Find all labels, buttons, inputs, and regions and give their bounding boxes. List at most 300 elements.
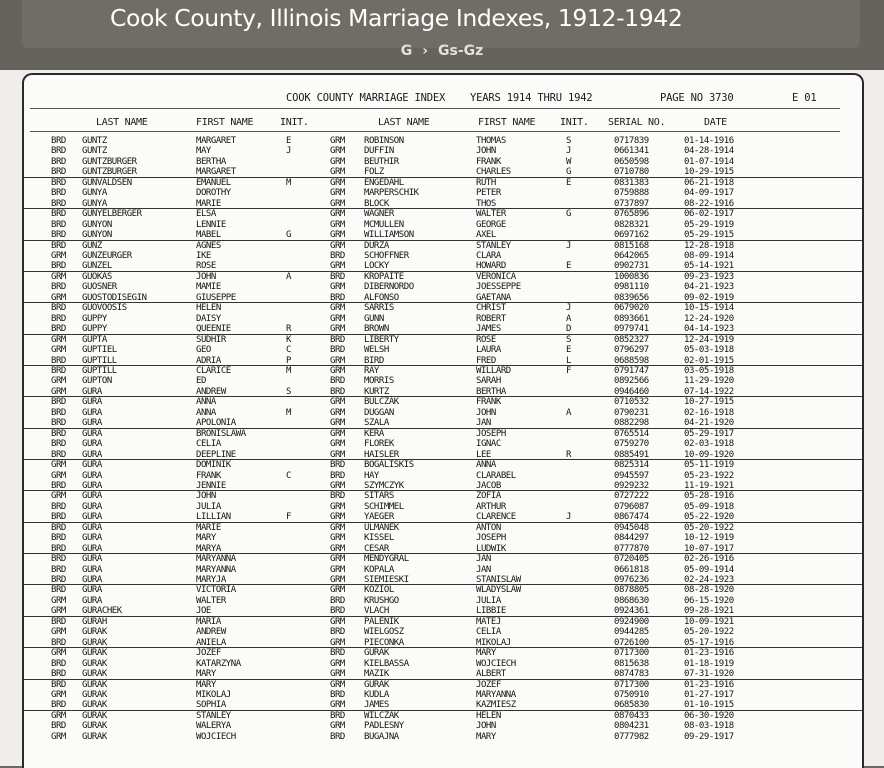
index-row (24, 282, 862, 292)
index-row (24, 596, 862, 606)
cell-serial-no: 0946460 (614, 386, 649, 397)
cell-first-name-1: ROSE (196, 261, 216, 272)
cell-role-2: GRM (330, 282, 345, 293)
index-row (24, 241, 862, 251)
cell-role-2: GRM (330, 658, 345, 669)
cell-role-1: BRD (51, 407, 66, 418)
cell-first-name-2: SARAH (476, 376, 501, 387)
index-row (24, 565, 862, 575)
cell-first-name-2: LEE (476, 449, 491, 460)
cell-serial-no: 0945048 (614, 522, 649, 533)
cell-first-name-2: ZOFIA (476, 491, 501, 502)
cell-last-name-2: HAY (364, 470, 379, 481)
cell-init-1: E (286, 136, 291, 146)
index-row (24, 439, 862, 449)
cell-init-2: R (566, 449, 571, 460)
cell-last-name-2: KROPAITE (364, 271, 404, 282)
cell-last-name-2: ENGEDAHL (364, 177, 404, 188)
index-row (24, 251, 862, 261)
cell-role-2: GRM (330, 575, 345, 586)
cell-date: 05-09-1918 (684, 501, 734, 512)
cell-role-1: BRD (51, 501, 66, 512)
cell-serial-no: 0717839 (614, 136, 649, 146)
cell-role-2: GRM (330, 365, 345, 376)
cell-role-1: GRM (51, 690, 66, 701)
cell-role-2: GRM (330, 554, 345, 565)
cell-first-name-2: JAN (476, 418, 491, 429)
cell-first-name-1: LENNIE (196, 219, 226, 230)
cell-date: 01-23-1916 (684, 679, 734, 690)
cell-date: 11-29-1920 (684, 376, 734, 387)
cell-last-name-1: GUNZEURGER (82, 250, 132, 261)
cell-date: 04-21-1920 (684, 418, 734, 429)
col-last-name-1: LAST NAME (96, 117, 148, 128)
cell-role-1: BRD (51, 282, 66, 293)
cell-first-name-2: JOSEPH (476, 428, 506, 439)
cell-first-name-2: FRANK (476, 156, 501, 167)
cell-last-name-2: DURZA (364, 240, 389, 251)
cell-last-name-2: KERA (364, 428, 384, 439)
cell-last-name-1: GUPTA (82, 334, 107, 345)
cell-last-name-2: KOPALA (364, 564, 394, 575)
cell-date: 08-28-1920 (684, 585, 734, 596)
cell-last-name-1: GURACHEK (82, 606, 122, 617)
cell-init-1: C (286, 470, 291, 481)
cell-first-name-2: THOS (476, 198, 496, 209)
cell-serial-no: 0650598 (614, 156, 649, 167)
cell-role-2: GRM (330, 136, 345, 146)
cell-first-name-2: AXEL (476, 230, 496, 241)
cell-first-name-2: JAN (476, 564, 491, 575)
cell-date: 01-10-1915 (684, 700, 734, 711)
cell-first-name-1: MARYANNA (196, 554, 236, 565)
cell-role-1: BRD (51, 230, 66, 241)
cell-role-1: GRM (51, 345, 66, 356)
cell-last-name-2: FOLZ (364, 167, 384, 178)
index-row (24, 272, 862, 282)
cell-role-1: BRD (51, 261, 66, 272)
cell-first-name-1: AGNES (196, 240, 221, 251)
cell-date: 05-23-1922 (684, 470, 734, 481)
cell-last-name-2: GURAK (364, 648, 389, 659)
cell-last-name-1: GUNTZ (82, 146, 107, 157)
cell-date: 05-20-1922 (684, 627, 734, 638)
cell-first-name-1: MARY (196, 669, 216, 680)
index-row (24, 627, 862, 637)
cell-last-name-1: GUNYA (82, 198, 107, 209)
cell-first-name-1: MARIE (196, 198, 221, 209)
cell-first-name-1: HELEN (196, 303, 221, 314)
cell-last-name-2: ALFONSO (364, 292, 399, 303)
cell-role-2: GRM (330, 156, 345, 167)
cell-serial-no: 0777870 (614, 543, 649, 554)
index-row (24, 387, 862, 397)
cell-date: 08-09-1914 (684, 250, 734, 261)
cell-last-name-1: GUNZEL (82, 261, 112, 272)
cell-role-2: GRM (330, 177, 345, 188)
cell-date: 07-31-1920 (684, 669, 734, 680)
cell-last-name-2: WAGNER (364, 209, 394, 220)
cell-last-name-1: GUNYELBERGER (82, 209, 142, 220)
cell-date: 12-24-1920 (684, 313, 734, 324)
cell-last-name-2: SARRIS (364, 303, 394, 314)
cell-date: 04-09-1917 (684, 188, 734, 199)
cell-init-2: F (566, 365, 571, 376)
cell-first-name-1: ANIELA (196, 637, 226, 648)
cell-init-1: S (286, 386, 291, 397)
cell-init-2: A (566, 313, 571, 324)
cell-role-2: GRM (330, 313, 345, 324)
cell-first-name-1: MARYA (196, 543, 221, 554)
cell-serial-no: 0874783 (614, 669, 649, 680)
cell-first-name-2: FRED (476, 355, 496, 366)
cell-role-2: BRD (330, 334, 345, 345)
cell-first-name-2: LIBBIE (476, 606, 506, 617)
cell-init-2: S (566, 136, 571, 146)
cell-first-name-1: SUDHIR (196, 334, 226, 345)
cell-role-1: BRD (51, 669, 66, 680)
cell-last-name-2: PALENIK (364, 616, 399, 627)
cell-last-name-2: ROBINSON (364, 136, 404, 146)
cell-role-2: BRD (330, 250, 345, 261)
cell-date: 05-29-1915 (684, 230, 734, 241)
cell-last-name-2: BROWN (364, 324, 389, 335)
index-row (24, 366, 862, 376)
cell-first-name-2: MIKOLAJ (476, 637, 511, 648)
cell-first-name-2: MARYANNA (476, 690, 516, 701)
cell-last-name-1: GURAK (82, 700, 107, 711)
index-row (24, 554, 862, 564)
cell-date: 05-20-1922 (684, 522, 734, 533)
cell-last-name-1: GURA (82, 480, 102, 491)
cell-serial-no: 0791747 (614, 365, 649, 376)
cell-date: 05-14-1921 (684, 261, 734, 272)
cell-last-name-1: GUPTON (82, 376, 112, 387)
cell-role-1: GRM (51, 595, 66, 606)
cell-serial-no: 0717300 (614, 679, 649, 690)
cell-first-name-2: CELIA (476, 627, 501, 638)
col-last-name-2: LAST NAME (378, 117, 430, 128)
cell-init-2: J (566, 146, 571, 157)
cell-role-2: BRD (330, 271, 345, 282)
cell-serial-no: 0892566 (614, 376, 649, 387)
cell-role-2: GRM (330, 209, 345, 220)
cell-serial-no: 0929232 (614, 480, 649, 491)
cell-serial-no: 1000836 (614, 271, 649, 282)
cell-serial-no: 0868630 (614, 595, 649, 606)
index-row (24, 680, 862, 690)
cell-role-1: GRM (51, 271, 66, 282)
cell-date: 09-29-1917 (684, 731, 734, 742)
cell-role-1: BRD (51, 554, 66, 565)
column-rule (30, 131, 840, 132)
cell-role-2: BRD (330, 731, 345, 742)
cell-last-name-2: SCHIMMEL (364, 501, 404, 512)
breadcrumb-level-gs-gz[interactable]: Gs-Gz (438, 43, 484, 59)
cell-first-name-1: MARGARET (196, 167, 236, 178)
cell-role-2: GRM (330, 700, 345, 711)
cell-first-name-1: WALERYA (196, 721, 231, 732)
cell-last-name-2: MAZIK (364, 669, 389, 680)
cell-date: 05-22-1920 (684, 512, 734, 523)
cell-role-2: GRM (330, 397, 345, 408)
breadcrumb-level-g[interactable]: G (400, 43, 413, 59)
index-row (24, 711, 862, 721)
cell-role-1: BRD (51, 324, 66, 335)
cell-date: 02-24-1923 (684, 575, 734, 586)
cell-serial-no: 0981110 (614, 282, 649, 293)
cell-first-name-1: EMANUEL (196, 177, 231, 188)
cell-role-1: GRM (51, 470, 66, 481)
cell-role-1: BRD (51, 512, 66, 523)
cell-date: 06-02-1917 (684, 209, 734, 220)
cell-role-2: GRM (330, 324, 345, 335)
cell-role-2: GRM (330, 428, 345, 439)
cell-serial-no: 0839656 (614, 292, 649, 303)
cell-first-name-2: CHRIST (476, 303, 506, 314)
index-row (24, 638, 862, 648)
index-row (24, 700, 862, 710)
cell-serial-no: 0867474 (614, 512, 649, 523)
cell-role-1: BRD (51, 219, 66, 230)
cell-last-name-2: DIBERNORDO (364, 282, 414, 293)
cell-last-name-1: GURA (82, 397, 102, 408)
cell-last-name-1: GURAK (82, 690, 107, 701)
cell-serial-no: 0870433 (614, 710, 649, 721)
cell-last-name-2: KOZIOL (364, 585, 394, 596)
cell-last-name-2: DUFFIN (364, 146, 394, 157)
cell-last-name-2: WIELGOSZ (364, 627, 404, 638)
cell-last-name-2: SIEMIESKI (364, 575, 409, 586)
cell-last-name-1: GURAK (82, 669, 107, 680)
index-row (24, 157, 862, 167)
index-row (24, 669, 862, 679)
index-row (24, 397, 862, 407)
cell-last-name-2: YAEGER (364, 512, 394, 523)
index-row (24, 335, 862, 345)
cell-date: 09-02-1919 (684, 292, 734, 303)
cell-first-name-1: ELSA (196, 209, 216, 220)
index-row (24, 471, 862, 481)
cell-role-2: BRD (330, 376, 345, 387)
cell-last-name-2: SZYMCZYK (364, 480, 404, 491)
index-row (24, 220, 862, 230)
cell-first-name-2: ARTHUR (476, 501, 506, 512)
cell-date: 06-21-1918 (684, 177, 734, 188)
cell-first-name-1: MAY (196, 146, 211, 157)
cell-role-2: BRD (330, 292, 345, 303)
cell-date: 12-28-1918 (684, 240, 734, 251)
cell-init-1: P (286, 355, 291, 366)
cell-last-name-2: SITARS (364, 491, 394, 502)
cell-first-name-1: IKE (196, 250, 211, 261)
cell-first-name-2: ROSE (476, 334, 496, 345)
cell-first-name-2: JACOB (476, 480, 501, 491)
cell-first-name-1: JOZEF (196, 648, 221, 659)
cell-role-2: BRD (330, 470, 345, 481)
cell-first-name-1: JOE (196, 606, 211, 617)
cell-first-name-1: JOHN (196, 271, 216, 282)
index-row (24, 429, 862, 439)
cell-date: 05-17-1916 (684, 637, 734, 648)
cell-role-2: GRM (330, 355, 345, 366)
cell-last-name-2: BEUTHIR (364, 156, 399, 167)
cell-last-name-2: BULCZAK (364, 397, 399, 408)
cell-role-1: BRD (51, 700, 66, 711)
cell-role-1: GRM (51, 648, 66, 659)
cell-init-2: W (566, 156, 571, 167)
cell-first-name-2: JOHN (476, 407, 496, 418)
cell-first-name-1: DEEPLINE (196, 449, 236, 460)
cell-date: 02-01-1915 (684, 355, 734, 366)
cell-role-2: GRM (330, 669, 345, 680)
cell-first-name-2: THOMAS (476, 136, 506, 146)
cell-role-2: GRM (330, 616, 345, 627)
cell-serial-no: 0765896 (614, 209, 649, 220)
index-row (24, 533, 862, 543)
cell-date: 10-15-1914 (684, 303, 734, 314)
cell-first-name-1: MABEL (196, 230, 221, 241)
index-row (24, 502, 862, 512)
cell-init-2: E (566, 261, 571, 272)
index-row (24, 209, 862, 219)
cell-date: 10-09-1921 (684, 616, 734, 627)
cell-role-2: GRM (330, 522, 345, 533)
cell-serial-no: 0685830 (614, 700, 649, 711)
cell-role-1: BRD (51, 533, 66, 544)
cell-init-2: E (566, 177, 571, 188)
cell-role-1: BRD (51, 721, 66, 732)
cell-last-name-1: GURAK (82, 721, 107, 732)
cell-date: 10-09-1920 (684, 449, 734, 460)
cell-serial-no: 0737897 (614, 198, 649, 209)
index-row (24, 575, 862, 585)
cell-date: 01-23-1916 (684, 648, 734, 659)
cell-role-1: BRD (51, 522, 66, 533)
index-row (24, 293, 862, 303)
index-row (24, 418, 862, 428)
cell-first-name-1: FRANK (196, 470, 221, 481)
cell-serial-no: 0790231 (614, 407, 649, 418)
page-code: E 01 (792, 92, 817, 104)
cell-role-1: BRD (51, 679, 66, 690)
cell-first-name-2: ROBERT (476, 313, 506, 324)
cell-last-name-1: GUPPY (82, 324, 107, 335)
cell-init-1: M (286, 365, 291, 376)
index-row (24, 261, 862, 271)
cell-first-name-2: JOHN (476, 146, 496, 157)
cell-role-1: BRD (51, 575, 66, 586)
cell-first-name-1: VICTORIA (196, 585, 236, 596)
cell-first-name-1: WALTER (196, 595, 226, 606)
cell-role-1: BRD (51, 397, 66, 408)
cell-role-2: GRM (330, 480, 345, 491)
index-row (24, 648, 862, 658)
cell-role-2: GRM (330, 543, 345, 554)
cell-last-name-2: KISSEL (364, 533, 394, 544)
cell-first-name-1: ANNA (196, 407, 216, 418)
cell-first-name-1: MARGARET (196, 136, 236, 146)
cell-first-name-2: WOJCIECH (476, 658, 516, 669)
cell-first-name-2: LAURA (476, 345, 501, 356)
cell-role-1: BRD (51, 146, 66, 157)
cell-first-name-1: JOHN (196, 491, 216, 502)
cell-date: 05-11-1919 (684, 460, 734, 471)
cell-last-name-2: BOGALISKIS (364, 460, 414, 471)
page-number: PAGE NO 3730 (660, 92, 734, 104)
cell-last-name-1: GURAK (82, 658, 107, 669)
index-row (24, 721, 862, 731)
cell-last-name-2: DUGGAN (364, 407, 394, 418)
cell-first-name-2: ALBERT (476, 669, 506, 680)
cell-first-name-2: JOHN (476, 721, 496, 732)
cell-first-name-2: BERTHA (476, 386, 506, 397)
cell-role-2: GRM (330, 512, 345, 523)
cell-last-name-1: GUNYON (82, 230, 112, 241)
cell-serial-no: 0717300 (614, 648, 649, 659)
cell-last-name-1: GUOKAS (82, 271, 112, 282)
cell-init-2: G (566, 167, 571, 178)
cell-last-name-1: GURA (82, 512, 102, 523)
index-row (24, 136, 862, 146)
cell-role-1: BRD (51, 209, 66, 220)
cell-serial-no: 0945597 (614, 470, 649, 481)
cell-role-2: GRM (330, 303, 345, 314)
cell-role-2: GRM (330, 721, 345, 732)
cell-first-name-1: CLARICE (196, 365, 231, 376)
cell-first-name-2: MARY (476, 731, 496, 742)
cell-last-name-1: GUNZ (82, 240, 102, 251)
cell-role-1: BRD (51, 198, 66, 209)
cell-date: 05-29-1919 (684, 219, 734, 230)
cell-role-2: GRM (330, 585, 345, 596)
cell-init-2: D (566, 324, 571, 335)
cell-role-2: GRM (330, 146, 345, 157)
cell-last-name-2: SZALA (364, 418, 389, 429)
cell-role-2: BRD (330, 690, 345, 701)
cell-last-name-1: GURA (82, 407, 102, 418)
index-row (24, 491, 862, 501)
cell-serial-no: 0852327 (614, 334, 649, 345)
cell-init-1: F (286, 512, 291, 523)
cell-serial-no: 0720405 (614, 554, 649, 565)
cell-role-1: GRM (51, 250, 66, 261)
cell-serial-no: 0661818 (614, 564, 649, 575)
cell-serial-no: 0831383 (614, 177, 649, 188)
cell-first-name-2: ANTON (476, 522, 501, 533)
cell-init-2: J (566, 512, 571, 523)
cell-first-name-1: JENNIE (196, 480, 226, 491)
cell-last-name-1: GURAK (82, 679, 107, 690)
cell-first-name-2: JOZEF (476, 679, 501, 690)
cell-last-name-1: GUOSTODISEGIN (82, 292, 147, 303)
cell-first-name-1: MARYJA (196, 575, 226, 586)
cell-first-name-2: STANISLAW (476, 575, 521, 586)
cell-date: 12-24-1919 (684, 334, 734, 345)
cell-serial-no: 0885491 (614, 449, 649, 460)
cell-first-name-1: LILLIAN (196, 512, 231, 523)
cell-date: 08-22-1916 (684, 198, 734, 209)
cell-last-name-1: GUPPY (82, 313, 107, 324)
cell-date: 02-03-1918 (684, 439, 734, 450)
index-row (24, 356, 862, 366)
index-row (24, 659, 862, 669)
cell-first-name-2: GAETANA (476, 292, 511, 303)
cell-serial-no: 0815168 (614, 240, 649, 251)
cell-date: 05-28-1916 (684, 491, 734, 502)
cell-first-name-2: JOESSEPPE (476, 282, 521, 293)
cell-last-name-2: GUNN (364, 313, 384, 324)
